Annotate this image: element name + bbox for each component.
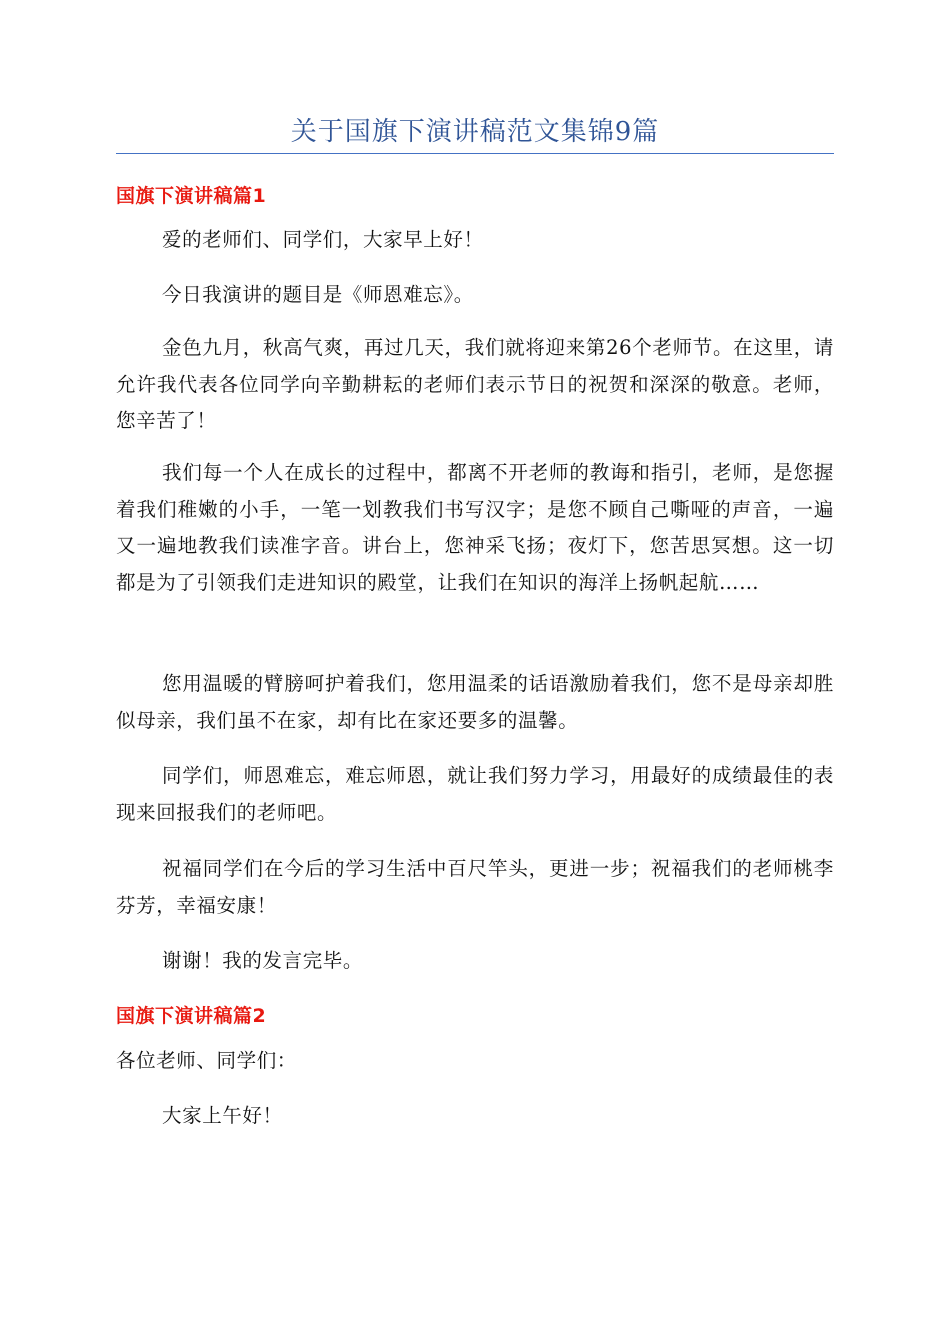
paragraph: 我们每一个人在成长的过程中，都离不开老师的教诲和指引，老师，是您握着我们稚嫩的小手，一笔一划教我们书写汉字；是您不顾自己嘶哑的声音，一遍又一遍地教我们读准字音。讲台上，您神采飞扬；夜灯下，您苦思冥想。这一切都是为了引领我们走进知识的殿堂，让我们在知识的海洋上扬帆起航……: [116, 461, 834, 594]
paragraph: 今日我演讲的题目是《师恩难忘》。: [162, 283, 474, 306]
section-heading-1: 国旗下演讲稿篇1: [116, 185, 267, 207]
paragraph: 大家上午好！: [162, 1104, 283, 1127]
paragraph: 同学们，师恩难忘，难忘师恩，就让我们努力学习，用最好的成绩最佳的表现来回报我们的老师吧。: [116, 764, 834, 824]
document-title: 关于国旗下演讲稿范文集锦9篇: [290, 117, 660, 147]
paragraph: 各位老师、同学们：: [116, 1049, 297, 1072]
paragraph: 金色九月，秋高气爽，再过几天，我们就将迎来第26个老师节。在这里，请允许我代表各位同学向辛勤耕耘的老师们表示节日的祝贺和深深的敬意。老师，您辛苦了！: [116, 336, 834, 432]
paragraph: 您用温暖的臂膀呵护着我们，您用温柔的话语激励着我们，您不是母亲却胜似母亲，我们虽不在家，却有比在家还要多的温馨。: [116, 672, 834, 732]
section-heading-2: 国旗下演讲稿篇2: [116, 1005, 267, 1027]
title-divider: [116, 153, 834, 154]
paragraph: 爱的老师们、同学们，大家早上好！: [162, 228, 484, 251]
paragraph: 谢谢！我的发言完毕。: [162, 949, 364, 972]
paragraph: 祝福同学们在今后的学习生活中百尺竿头，更进一步；祝福我们的老师桃李芬芳，幸福安康！: [116, 857, 834, 917]
